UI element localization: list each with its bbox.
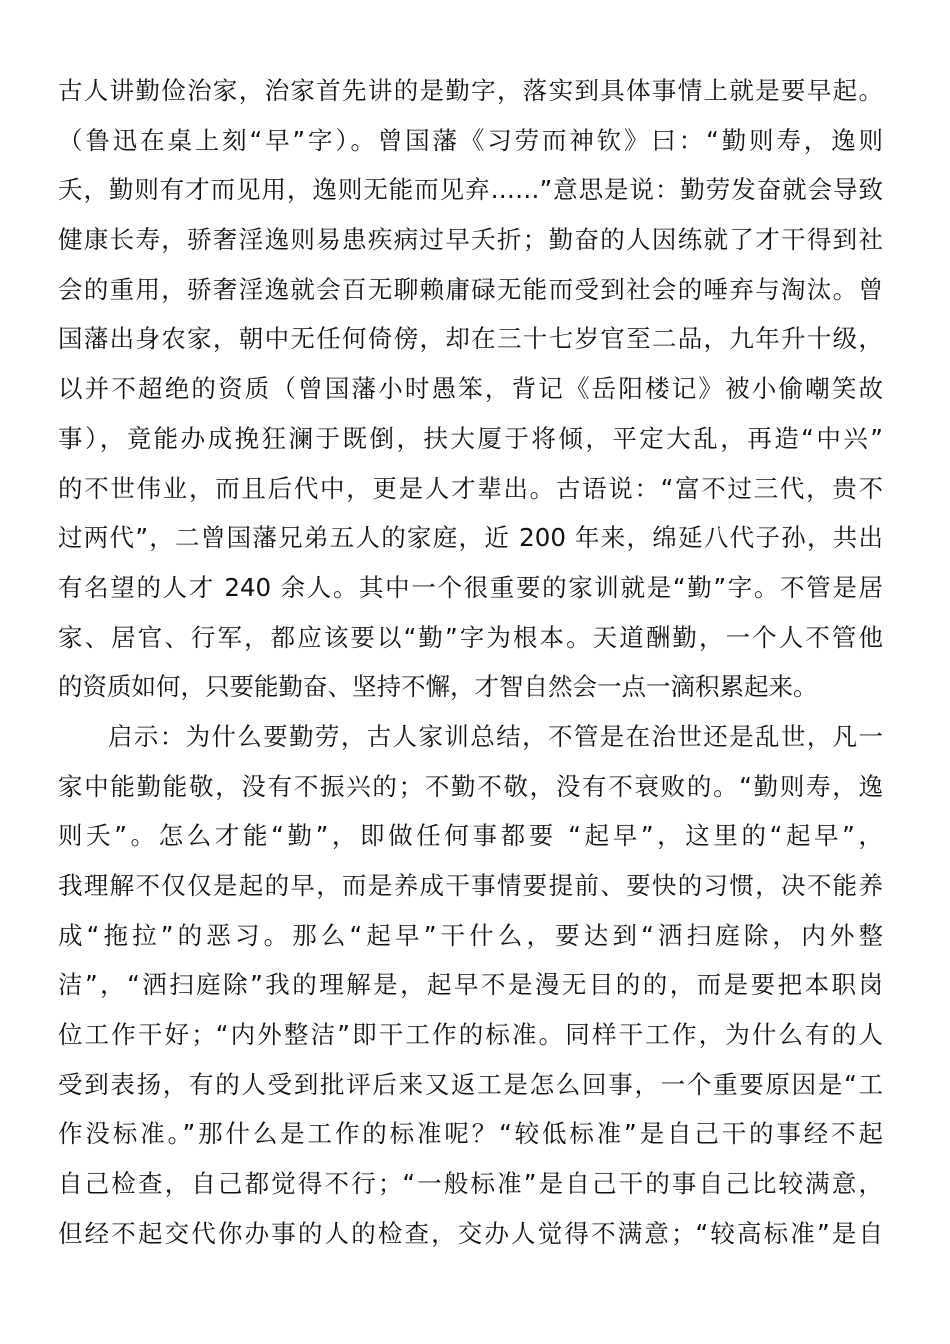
paragraph-line: 受到表扬，有的人受到批评后来又返工是怎么回事，一个重要原因是“工 (58, 1069, 883, 1099)
paragraph-line: 健康长寿，骄奢淫逸则易患疾病过早夭折；勤奋的人因练就了才干得到社 (58, 225, 883, 255)
paragraph-line: 的不世伟业，而且后代中，更是人才辈出。古语说：“富不过三代，贵不 (58, 473, 883, 503)
paragraph-line: 有名望的人才 240 余人。其中一个很重要的家训就是“勤”字。不管是居 (58, 572, 883, 602)
document-body (58, 66, 883, 1259)
paragraph-line: 自己检查，自己都觉得不行；“一般标准”是自己干的事自己比较满意， (58, 1169, 883, 1199)
paragraph-line: 则夭”。怎么才能“勤”，即做任何事都要 “起早”，这里的“起早”， (58, 821, 883, 851)
paragraph-line: 家中能勤能敬，没有不振兴的；不勤不敬，没有不衰败的。“勤则寿，逸 (58, 771, 883, 801)
paragraph-line: 古人讲勤俭治家，治家首先讲的是勤字，落实到具体事情上就是要早起。 (58, 76, 883, 105)
paragraph-line: 位工作干好；“内外整洁”即干工作的标准。同样干工作，为什么有的人 (58, 1020, 883, 1050)
paragraph-line: 夭，勤则有才而见用，逸则无能而见弃……”意思是说：勤劳发奋就会导致 (58, 175, 883, 205)
paragraph-line: 作没标准。”那什么是工作的标准呢？“较低标准”是自己干的事经不起 (58, 1119, 883, 1149)
paragraph-line: 家、居官、行军，都应该要以“勤”字为根本。天道酬勤，一个人不管他 (58, 622, 883, 652)
paragraph-line: 我理解不仅仅是起的早，而是养成干事情要提前、要快的习惯，决不能养 (58, 871, 883, 900)
paragraph-line: 会的重用，骄奢淫逸就会百无聊赖庸碌无能而受到社会的唾弃与淘汰。曾 (58, 274, 883, 304)
paragraph-line: 事），竟能办成挽狂澜于既倒，扶大厦于将倾，平定大乱，再造“中兴” (58, 423, 883, 453)
paragraph-line: 但经不起交代你办事的人的检查，交办人觉得不满意；“较高标准”是自 (58, 1218, 883, 1248)
paragraph-line: 以并不超绝的资质（曾国藩小时愚笨，背记《岳阳楼记》被小偷嘲笑故 (58, 374, 883, 404)
paragraph-line: 启示：为什么要勤劳，古人家训总结，不管是在治世还是乱世，凡一 (108, 721, 883, 751)
paragraph-line: 成“拖拉”的恶习。那么“起早”干什么，要达到“洒扫庭除，内外整 (58, 920, 883, 950)
paragraph-line: 国藩出身农家，朝中无任何倚傍，却在三十七岁官至二品，九年升十级， (58, 324, 883, 354)
paragraph-line: 洁”，“洒扫庭除”我的理解是，起早不是漫无目的的，而是要把本职岗 (58, 970, 883, 1000)
paragraph-line: 过两代”，二曾国藩兄弟五人的家庭，近 200 年来，绵延八代子孙，共出 (58, 523, 883, 553)
paragraph-line: 的资质如何，只要能勤奋、坚持不懈，才智自然会一点一滴积累起来。 (58, 672, 818, 702)
paragraph-2 (58, 712, 883, 1259)
paragraph-line: （鲁迅在桌上刻“早”字）。曾国藩《习劳而神钦》曰：“勤则寿，逸则 (58, 125, 883, 155)
paragraph-1 (58, 66, 883, 712)
